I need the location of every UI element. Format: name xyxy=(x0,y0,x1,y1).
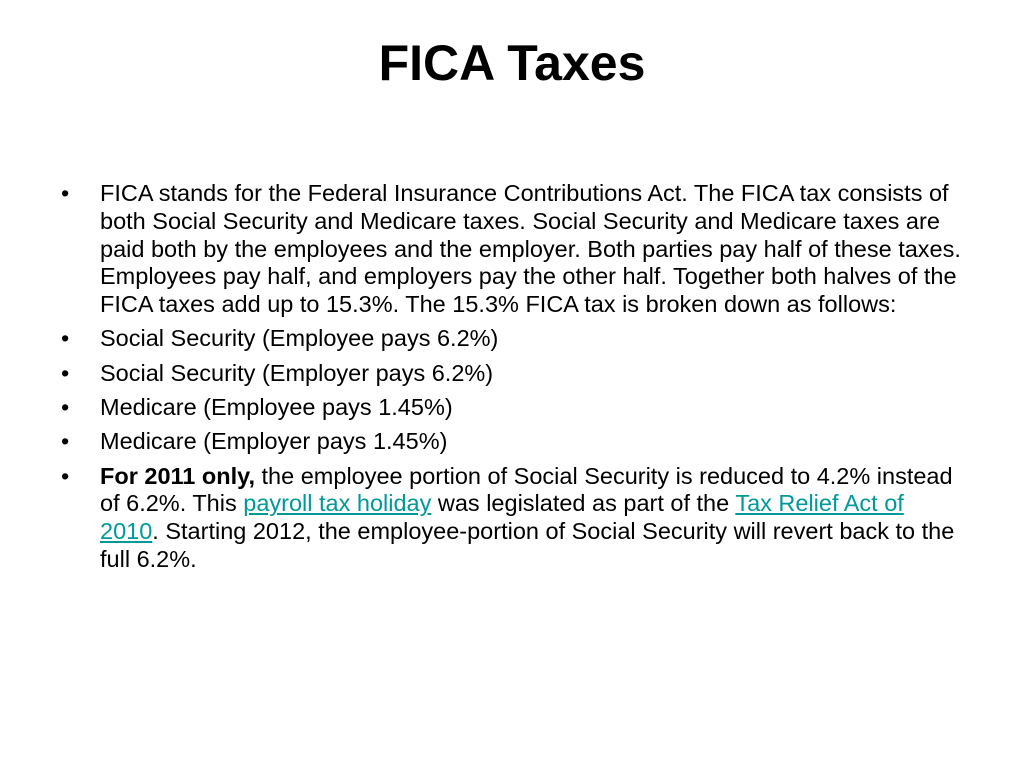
text-segment: was legislated as part of the xyxy=(431,490,736,517)
bullet-text: Social Security (Employee pays 6.2%) xyxy=(100,325,499,352)
bullet-text: Social Security (Employer pays 6.2%) xyxy=(100,359,494,386)
bullet-icon: • xyxy=(61,325,70,352)
slide-title: FICA Taxes xyxy=(378,35,646,91)
bullet-item-ss-employer xyxy=(54,360,969,388)
bullet-item-medicare-employee xyxy=(54,394,969,422)
bullet-text: FICA stands for the Federal Insurance Contributions Act. The FICA tax consists of both Social Security and Medicare taxes. Social Security and Medicare taxes are paid both by the employees and the employer. Both parties pay half of these taxes. Employees pay half, and employers pay the other half. Together both halves of the FICA taxes add up to 15.3%. The 15.3% FICA tax is broken down as follows: xyxy=(100,180,961,318)
bullet-item-medicare-employer xyxy=(54,428,969,456)
bullet-text: Medicare (Employer pays 1.45%) xyxy=(100,428,448,455)
tax-relief-act-link[interactable]: Tax Relief Act of 2010 xyxy=(100,490,904,545)
bullet-text: Medicare (Employee pays 1.45%) xyxy=(100,394,453,421)
bullet-icon: • xyxy=(61,359,70,386)
bullet-item-2011-note xyxy=(54,463,969,574)
text-segment: . Starting 2012, the employee-portion of Social Security will revert back to the full 6.2%. xyxy=(100,518,955,573)
bullet-item-ss-employee xyxy=(54,325,969,353)
bullet-icon: • xyxy=(61,394,70,421)
bullet-icon: • xyxy=(61,462,70,489)
bold-lead-text: For 2011 only, xyxy=(100,462,255,489)
bullet-list xyxy=(54,180,969,580)
bullet-item-fica-definition xyxy=(54,180,969,319)
bullet-icon: • xyxy=(61,428,70,455)
payroll-tax-holiday-link[interactable]: payroll tax holiday xyxy=(243,490,432,517)
bullet-icon: • xyxy=(61,180,70,206)
text-segment: the employee portion of Social Security is reduced to 4.2% instead of 6.2%. This xyxy=(100,462,953,517)
bullet-text-2011 xyxy=(100,463,954,572)
